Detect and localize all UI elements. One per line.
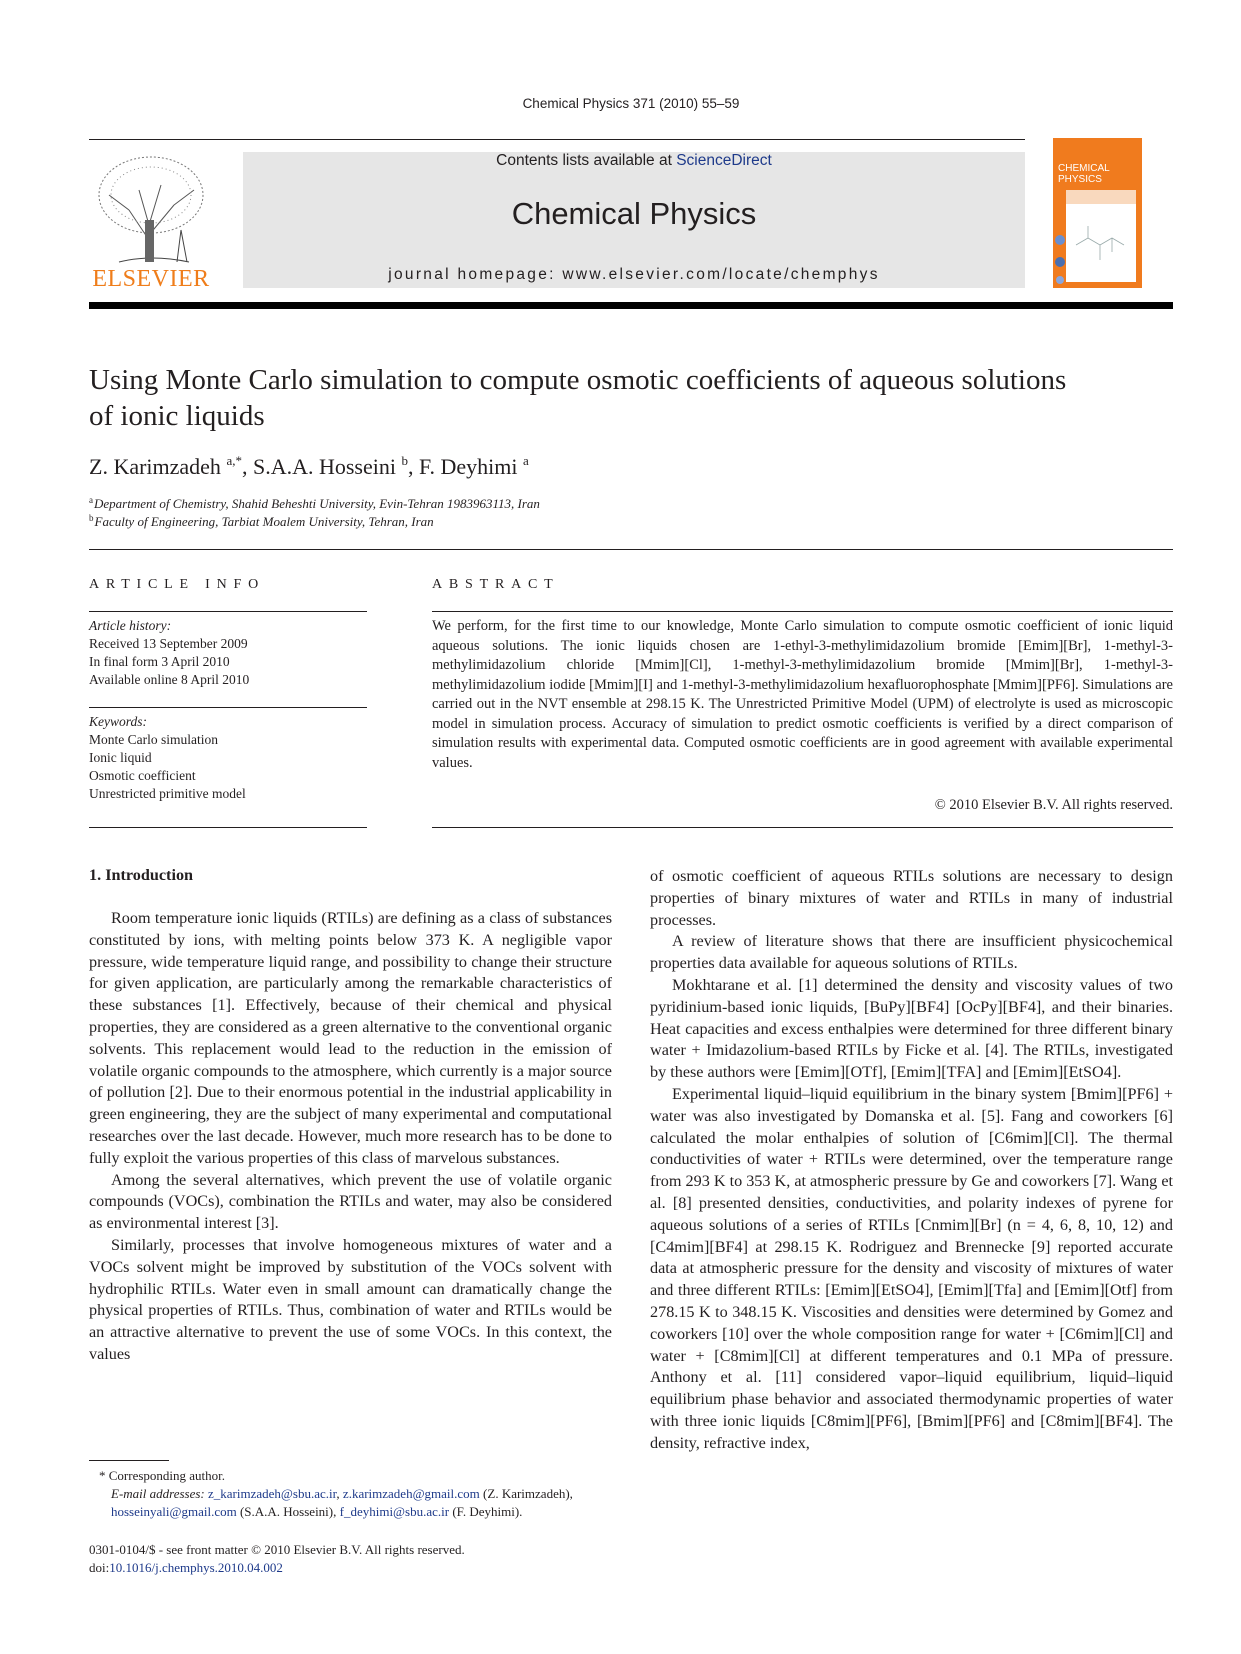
cover-title	[1058, 163, 1138, 185]
paragraph: Experimental liquid–liquid equilibrium in the binary system [Bmim][PF6] + water was also investigated by Domanska et al. [5]. Fang and coworkers [6] calculated the molar enthalpies of solution of [C6mim][Cl]. The thermal conductivities of water + RTILs were determined, over the temperature range from 293 K to 353 K, at atmospheric pressure by Ge and coworkers [7]. Wang et al. [8] presented densities, conductivities, and polarity indexes of pyrene for aqueous solutions of a series of RTILs [Cnmim][Br] (n = 4, 6, 8, 10, 12) and [C4mim][BF4] at 298.15 K. Rodriguez and Brennecke [9] reported accurate data at atmospheric pressure for the density and viscosity of mixtures of water and three different RTILs: [Emim][EtSO4], [Emim][Tfa] and [Emim][Otf] from 278.15 K to 348.15 K. Viscosities and densities were determined by Gomez and coworkers [10] over the whole composition range for water + [C6mim][Cl] and water + [C8mim][Cl] at different temperatures and 0.1 MPa of pressure. Anthony et al. [11] considered vapor–liquid equilibrium, liquid–liquid equilibrium phase behavior and associated thermodynamic properties of water with three ionic liquids [C8mim][PF6], [Bmim][PF6] and [C8mim][BF4]. The density, refractive index,	[650, 1084, 1174, 1452]
article-history	[89, 617, 367, 689]
abstract-heading: ABSTRACT	[432, 577, 560, 592]
paragraph: of osmotic coefficient of aqueous RTILs solutions are necessary to design properties of binary mixtures of water and RTILs in many of industrial processes.	[650, 867, 1173, 929]
affiliation-mark: b	[89, 513, 94, 523]
front-matter	[89, 1541, 689, 1577]
cover-title-line1: CHEMICAL	[1058, 163, 1110, 174]
body-column-left	[89, 908, 612, 1366]
cover-title-line2: PHYSICS	[1058, 174, 1102, 185]
article-info-rule	[89, 707, 367, 708]
author-name: S.A.A. Hosseini	[252, 454, 396, 479]
paragraph: Mokhtarane et al. [1] determined the density and viscosity values of two pyridinium-based ionic liquids, [BuPy][BF4] [OcPy][BF4], and their binaries. Heat capacities and excess enthalpies were determined for three different binary water + Imidazolium-based RTILs by Ficke et al. [4]. The RTILs, investigated by these authors were [Emim][OTf], [Emim][TFA] and [Emim][EtSO4].	[650, 975, 1173, 1082]
issn-line: 0301-0104/$ - see front matter © 2010 Elsevier B.V. All rights reserved.	[89, 1542, 465, 1557]
journal-homepage[interactable]: journal homepage: www.elsevier.com/locate/chemphys	[388, 266, 880, 283]
paragraph: Room temperature ionic liquids (RTILs) are defining as a class of substances constituted by ions, with melting points below 373 K. A negligible vapor pressure, wide temperature liquid range, and possibility to change their structure for given application, are particularly among the remarkable characteristics of these substances [1]. Effectively, because of their chemical and physical properties, they are considered as a green alternative to the conventional organic solvents. This replacement would lead to the reduction in the emission of volatile organic compounds to the atmosphere, which currently is a major source of pollution [2]. Due to their enormous potential in the industrial applicability in green engineering, they are the subject of many experimental and computational researches over the last decade. However, much more research has to be done to fully exploit the various properties of this class of marvelous substances.	[89, 909, 612, 1167]
email-link[interactable]: z.karimzadeh@gmail.com	[342, 1486, 480, 1501]
history-item: Received 13 September 2009	[89, 636, 248, 651]
affiliation-text: Department of Chemistry, Shahid Beheshti University, Evin-Tehran 1983963113, Iran	[94, 496, 540, 511]
keywords-label: Keywords:	[89, 714, 147, 729]
doi-line	[89, 1559, 689, 1577]
author-name: F. Deyhimi	[418, 454, 518, 479]
keyword-item: Osmotic coefficient	[89, 768, 196, 783]
history-item: In final form 3 April 2010	[89, 654, 230, 669]
affiliation	[89, 513, 434, 530]
author-name: Z. Karimzadeh	[89, 454, 221, 479]
doi-link[interactable]: 10.1016/j.chemphys.2010.04.002	[109, 1560, 283, 1575]
corresponding-label: * Corresponding author.	[99, 1468, 226, 1483]
email-link[interactable]: hosseinyali@gmail.com	[111, 1504, 237, 1519]
abstract-rule	[432, 827, 1173, 828]
affiliation-mark: a	[89, 495, 93, 505]
contents-prefix: Contents lists available at	[496, 152, 677, 169]
elsevier-wordmark: ELSEVIER	[92, 266, 210, 292]
keyword-item: Monte Carlo simulation	[89, 732, 218, 747]
cover-side-art	[1053, 232, 1067, 288]
section-heading: 1. Introduction	[89, 866, 194, 884]
email-line: E-mail addresses: z_karimzadeh@sbu.ac.ir, z.karimzadeh@gmail.com (Z. Karimzadeh), hosseinyali@gmail.com (S.A.A. Hosseini), f_deyhimi@sbu.ac.ir (F. Deyhimi).	[111, 1486, 573, 1519]
history-item: Available online 8 April 2010	[89, 672, 250, 687]
affiliation-text: Faculty of Engineering, Tarbiat Moalem University, Tehran, Iran	[94, 514, 434, 529]
article-info-rule	[89, 827, 367, 828]
history-label: Article history:	[89, 618, 172, 633]
corresponding-author-footnote	[89, 1467, 612, 1521]
abstract-text: We perform, for the first time to our knowledge, Monte Carlo simulation to compute osmotic coefficient of ionic liquid aqueous solutions. The ionic liquids chosen are 1-ethyl-3-methylimidazolium bromide [Emim][Br], 1-methyl-3-methylimidazolium chloride [Mmim][Cl], 1-methyl-3-methylimidazolium bromide [Mmim][Br], 1-methyl-3-methylimidazolium iodide [Mmim][I] and 1-methyl-3-methylimidazolium hexafluorophosphate [Mmim][PF6]. Simulations are carried out in the NVT ensemble at 298.15 K. The Unrestricted Primitive Model (UPM) of electrolyte is used as microscopic model in simulation process. Accuracy of simulation to predict osmotic coefficients is verified by a direct comparison of simulation results with experimental data. Computed osmotic coefficients are in good agreement with available experimental values.	[432, 618, 1173, 771]
header-rule	[89, 139, 1025, 140]
author-sup: a,*	[226, 453, 242, 468]
header-thick-rule	[89, 302, 1173, 309]
contents-line	[243, 152, 1025, 170]
doi-prefix: doi:	[89, 1560, 110, 1575]
sciencedirect-link[interactable]: ScienceDirect	[676, 152, 772, 169]
abstract-copyright: © 2010 Elsevier B.V. All rights reserved.	[934, 797, 1173, 813]
body-column-right	[650, 866, 1173, 1455]
footnote-rule	[89, 1460, 169, 1461]
paragraph: A review of literature shows that there are insufficient physicochemical properties data available for aqueous solutions of RTILs.	[650, 932, 1173, 973]
email-label: E-mail addresses:	[111, 1486, 205, 1501]
title-rule	[89, 549, 1173, 550]
email-link[interactable]: f_deyhimi@sbu.ac.ir	[339, 1504, 450, 1519]
keywords	[89, 713, 367, 803]
article-info-rule	[89, 611, 367, 612]
paragraph: Similarly, processes that involve homogeneous mixtures of water and a VOCs solvent might be improved by substitution of the VOCs solvent with hydrophilic RTILs. Water even in small amount can dramatically change the physical properties of RTILs. Thus, combination of water and RTILs would be an attractive alternative to prevent the use of some VOCs. In this context, the values	[89, 1235, 612, 1363]
author-sup: b	[401, 453, 408, 468]
journal-name: Chemical Physics	[511, 196, 757, 231]
affiliation	[89, 495, 540, 512]
author-sup: a	[522, 453, 529, 468]
keyword-item: Unrestricted primitive model	[89, 786, 246, 801]
article-info-heading: ARTICLE INFO	[89, 577, 266, 592]
abstract-rule	[432, 611, 1173, 612]
email-owner: (F. Deyhimi).	[452, 1504, 523, 1519]
email-link[interactable]: z_karimzadeh@sbu.ac.ir	[208, 1486, 337, 1501]
article-title: Using Monte Carlo simulation to compute osmotic coefficients of aqueous solutions of ionic liquids	[89, 364, 1067, 432]
cover-illustration	[1066, 190, 1136, 282]
keyword-item: Ionic liquid	[89, 750, 152, 765]
email-owner: (S.A.A. Hosseini),	[239, 1504, 337, 1519]
email-owner: (Z. Karimzadeh),	[483, 1486, 573, 1501]
paragraph: Among the several alternatives, which prevent the use of volatile organic compounds (VOCs), combination the RTILs and water, may also be considered as environmental interest [3].	[89, 1170, 612, 1233]
journal-citation: Chemical Physics 371 (2010) 55–59	[522, 96, 740, 111]
author-list: Z. Karimzadeh $^{a,*}$, S.A.A. Hosseini $^b$, F. Deyhimi $^a$	[89, 453, 529, 479]
